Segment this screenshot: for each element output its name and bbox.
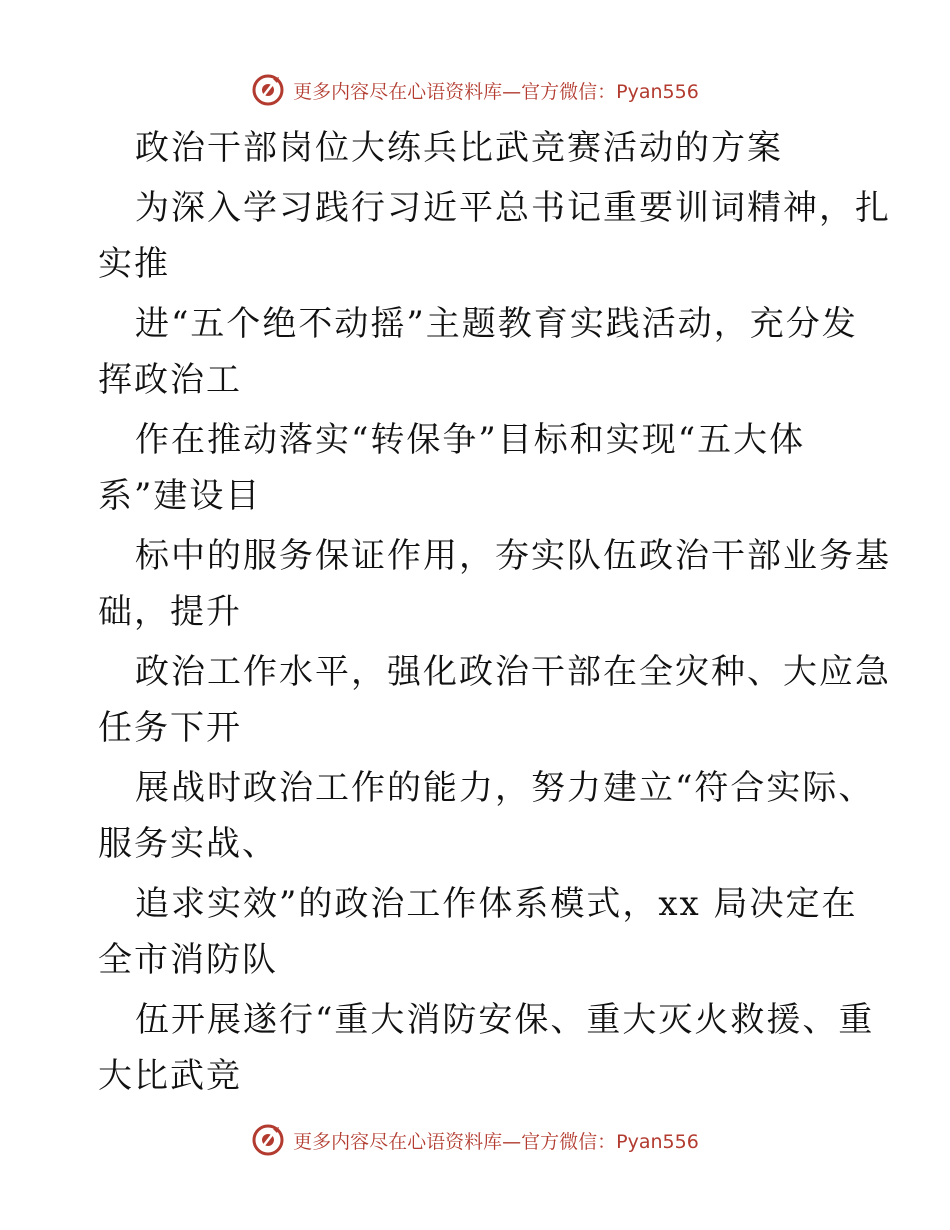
brand-logo-icon xyxy=(251,1123,285,1157)
brand-logo-icon xyxy=(251,73,285,107)
body-line: 进“五个绝不动摇”主题教育实践活动，充分发 xyxy=(135,304,858,344)
header-watermark-banner xyxy=(0,70,950,110)
body-line: 政治工作水平，强化政治干部在全灾种、大应急 xyxy=(135,652,891,692)
body-line: 挥政治工 xyxy=(98,360,242,400)
footer-banner-text: 更多内容尽在心语资料库—官方微信：Pyan556 xyxy=(293,1130,699,1153)
body-line: 任务下开 xyxy=(98,708,242,748)
body-line: 础，提升 xyxy=(98,592,242,632)
body-line: 实推 xyxy=(98,244,170,284)
body-line: 大比武竞 xyxy=(98,1056,242,1096)
body-line: 作在推动落实“转保争”目标和实现“五大体 xyxy=(135,420,806,460)
body-line: 追求实效”的政治工作体系模式，xx 局决定在 xyxy=(135,884,858,924)
body-line: 展战时政治工作的能力，努力建立“符合实际、 xyxy=(135,768,875,808)
footer-watermark-banner xyxy=(0,1120,950,1160)
body-line: 伍开展遂行“重大消防安保、重大灭火救援、重 xyxy=(135,1000,875,1040)
body-line: 服务实战、 xyxy=(98,824,278,864)
document-title: 政治干部岗位大练兵比武竞赛活动的方案 xyxy=(135,128,783,168)
body-line: 全市消防队 xyxy=(98,940,278,980)
header-banner-text: 更多内容尽在心语资料库—官方微信：Pyan556 xyxy=(293,80,699,103)
body-line: 为深入学习践行习近平总书记重要训词精神，扎 xyxy=(135,188,891,228)
body-line: 标中的服务保证作用，夯实队伍政治干部业务基 xyxy=(135,536,891,576)
body-line: 系”建设目 xyxy=(98,476,262,516)
